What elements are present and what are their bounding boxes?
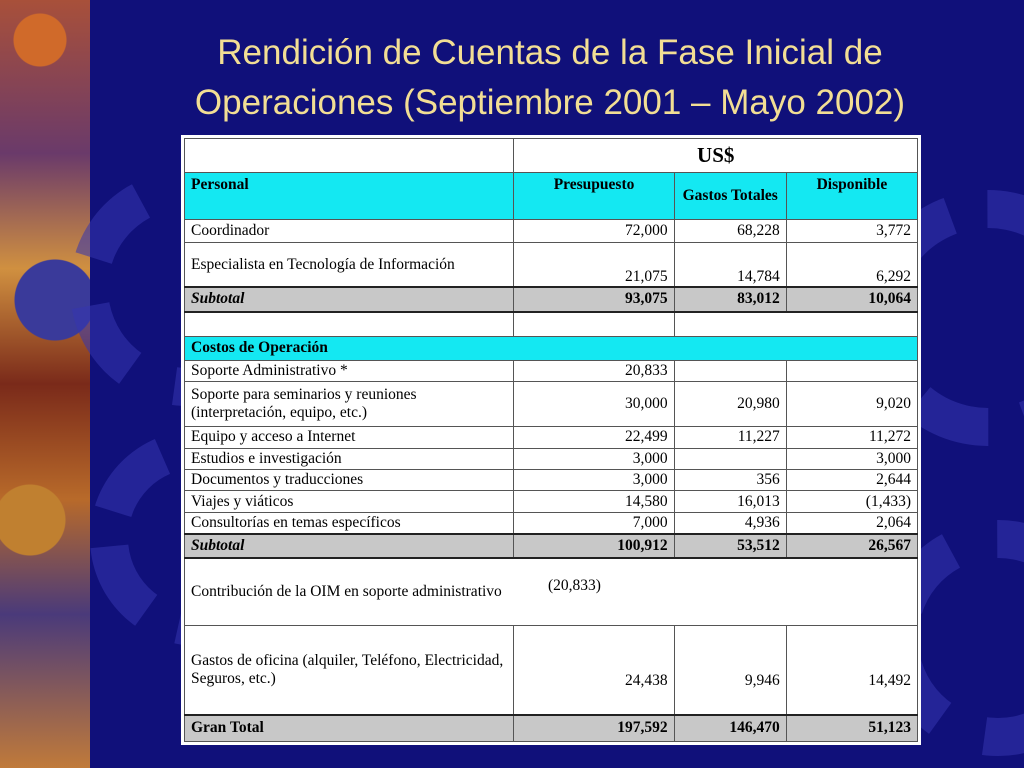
row-label: Coordinador: [185, 220, 514, 242]
subtotal-costos-row: [185, 534, 918, 558]
gran-total-row: [185, 715, 918, 742]
row-presupuesto: 72,000: [514, 220, 674, 242]
gran-total-presupuesto: 197,592: [514, 715, 674, 742]
row-gastos: 9,946: [674, 625, 786, 715]
decorative-side-strip: [0, 0, 90, 768]
row-disponible: 6,292: [786, 242, 917, 287]
row-label: Equipo y acceso a Internet: [185, 427, 514, 448]
row-label: Especialista en Tecnología de Información: [185, 242, 514, 287]
subtotal-personal-row: [185, 287, 918, 311]
row-disponible: 11,272: [786, 427, 917, 448]
personal-header-row: [185, 172, 918, 220]
col-gastos-totales: Gastos Totales: [674, 172, 786, 220]
row-presupuesto: 21,075: [514, 242, 674, 287]
row-disponible: 14,492: [786, 625, 917, 715]
row-presupuesto: 22,499: [514, 427, 674, 448]
row-gastos: 14,784: [674, 242, 786, 287]
contribucion-value: (20,833): [514, 558, 918, 625]
section-personal: Personal: [185, 172, 514, 220]
gastos-oficina-row: [185, 625, 918, 715]
row-label: Soporte Administrativo *: [185, 361, 514, 382]
table-row: [185, 220, 918, 242]
subtotal-label: Subtotal: [185, 534, 514, 558]
subtotal-gastos: 83,012: [674, 287, 786, 311]
row-gastos: 68,228: [674, 220, 786, 242]
row-label: Gastos de oficina (alquiler, Teléfono, Electricidad, Seguros, etc.): [185, 625, 514, 715]
title-line-2: Operaciones (Septiembre 2001 – Mayo 2002): [194, 83, 906, 122]
gran-total-label: Gran Total: [185, 715, 514, 742]
row-disponible: 9,020: [786, 382, 917, 427]
spacer-row: [185, 312, 918, 336]
subtotal-presupuesto: 93,075: [514, 287, 674, 311]
subtotal-presupuesto: 100,912: [514, 534, 674, 558]
table-row: [185, 427, 918, 448]
subtotal-gastos: 53,512: [674, 534, 786, 558]
row-label: Viajes y viáticos: [185, 491, 514, 512]
table-row: [185, 448, 918, 469]
section-costos: Costos de Operación: [185, 336, 918, 360]
row-presupuesto: 14,580: [514, 491, 674, 512]
blank-header-cell: [185, 139, 514, 173]
table-row: [185, 361, 918, 382]
contribucion-row: [185, 558, 918, 625]
row-disponible: 3,772: [786, 220, 917, 242]
title-line-1: Rendición de Cuentas de la Fase Inicial de: [217, 33, 883, 72]
gran-total-gastos: 146,470: [674, 715, 786, 742]
currency-header: US$: [514, 139, 918, 173]
col-presupuesto: Presupuesto: [514, 172, 674, 220]
row-presupuesto: 3,000: [514, 448, 674, 469]
row-disponible: 2,644: [786, 469, 917, 490]
row-label: Estudios e investigación: [185, 448, 514, 469]
budget-table-container: [181, 135, 921, 745]
row-gastos: [674, 448, 786, 469]
row-gastos: 20,980: [674, 382, 786, 427]
row-gastos: 11,227: [674, 427, 786, 448]
table-row: [185, 469, 918, 490]
table-row: [185, 512, 918, 533]
row-presupuesto: 24,438: [514, 625, 674, 715]
col-disponible: Disponible: [786, 172, 917, 220]
row-disponible: (1,433): [786, 491, 917, 512]
subtotal-label: Subtotal: [185, 287, 514, 311]
row-gastos: 4,936: [674, 512, 786, 533]
row-presupuesto: 30,000: [514, 382, 674, 427]
row-disponible: 3,000: [786, 448, 917, 469]
row-gastos: [674, 361, 786, 382]
row-label: Soporte para seminarios y reuniones (interpretación, equipo, etc.): [185, 382, 514, 427]
subtotal-disponible: 26,567: [786, 534, 917, 558]
contribucion-label: Contribución de la OIM en soporte administrativo: [185, 558, 514, 625]
currency-header-row: [185, 139, 918, 173]
subtotal-disponible: 10,064: [786, 287, 917, 311]
row-presupuesto: 7,000: [514, 512, 674, 533]
row-label: Consultorías en temas específicos: [185, 512, 514, 533]
table-row: [185, 491, 918, 512]
row-presupuesto: 3,000: [514, 469, 674, 490]
table-row: [185, 242, 918, 287]
costos-header-row: [185, 336, 918, 360]
row-disponible: [786, 361, 917, 382]
row-gastos: 356: [674, 469, 786, 490]
budget-table: [184, 138, 918, 742]
row-disponible: 2,064: [786, 512, 917, 533]
row-label: Documentos y traducciones: [185, 469, 514, 490]
row-gastos: 16,013: [674, 491, 786, 512]
gran-total-disponible: 51,123: [786, 715, 917, 742]
slide-title: [110, 28, 990, 128]
row-presupuesto: 20,833: [514, 361, 674, 382]
table-row: [185, 382, 918, 427]
